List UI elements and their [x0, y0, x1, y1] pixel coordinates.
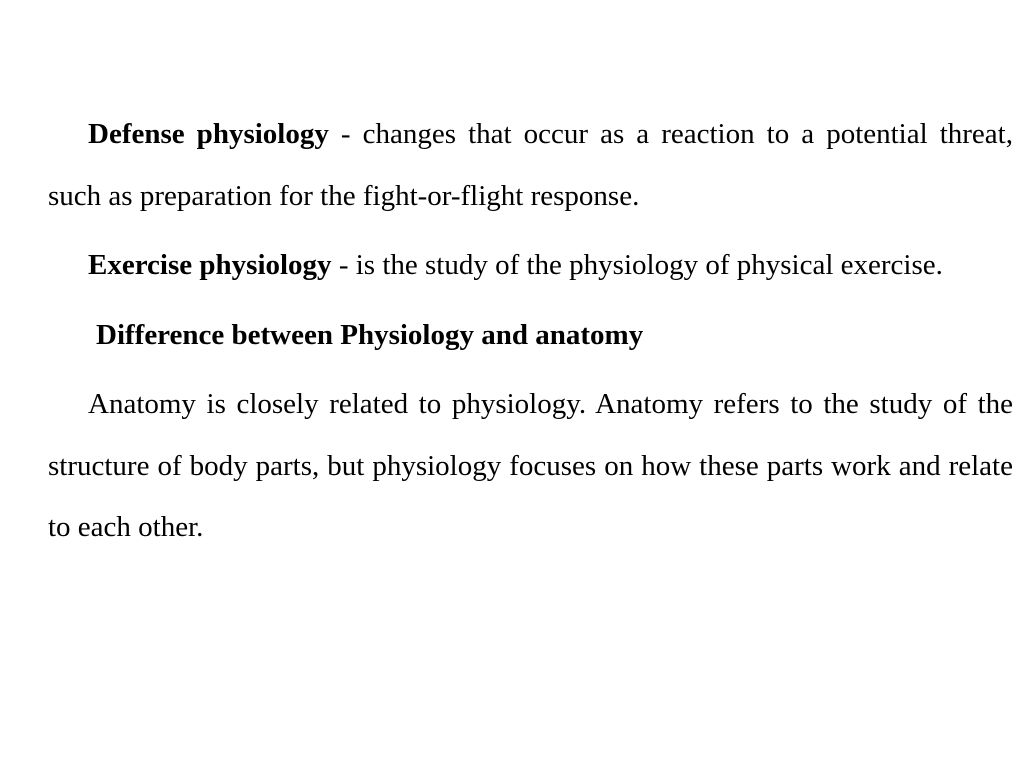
- term-defense-physiology: Defense physiology: [88, 118, 329, 150]
- definition-text-exercise-physiology: - is the study of the physiology of physical exercise.: [331, 249, 943, 281]
- definition-text-defense-physiology: - changes that occur as a reaction to a potential threat, such as preparation for the fight-or-flight response.: [48, 118, 1013, 212]
- definition-exercise-physiology: [48, 235, 1013, 297]
- definition-defense-physiology: [48, 104, 1013, 227]
- section-heading: Difference between Physiology and anatomy: [96, 318, 644, 351]
- slide-content: [48, 104, 1013, 567]
- body-paragraph: Anatomy is closely related to physiology. Anatomy refers to the study of the structure of body parts, but physiology focuses on how these parts work and relate to each other.: [48, 388, 1013, 543]
- term-exercise-physiology: Exercise physiology: [88, 249, 332, 281]
